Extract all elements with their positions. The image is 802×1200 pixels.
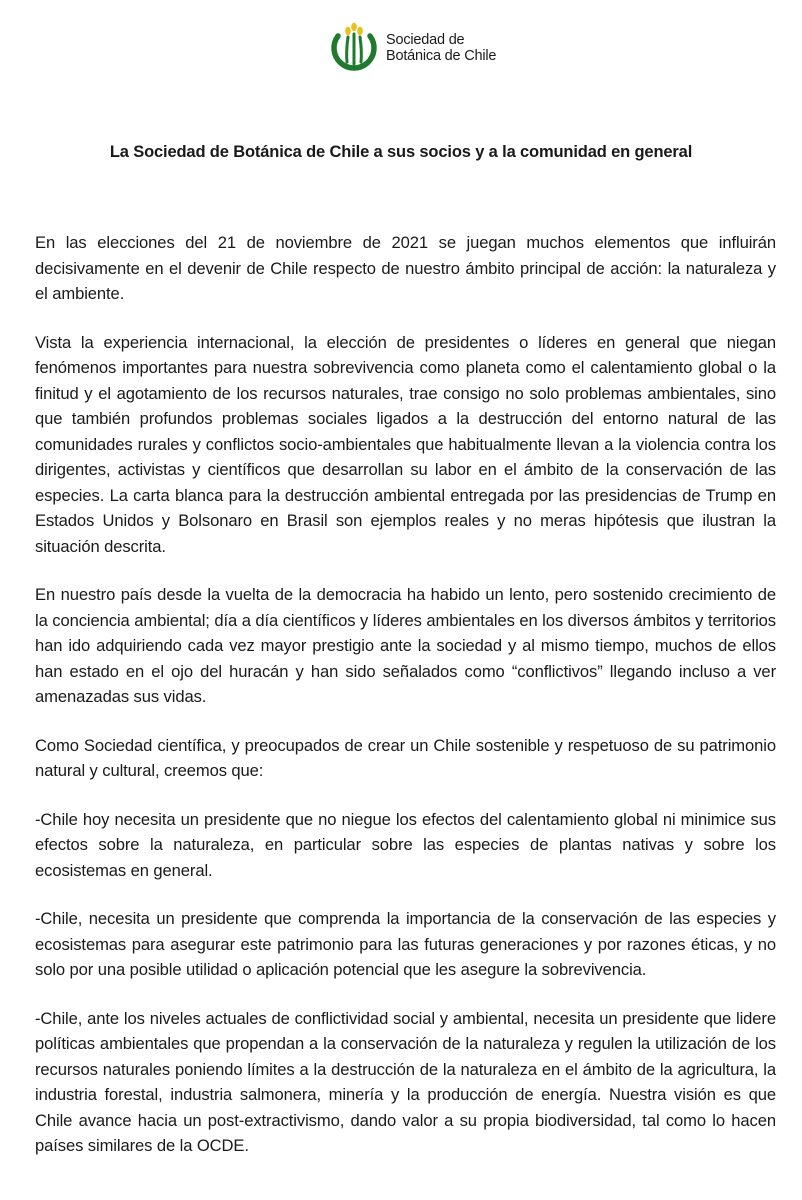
- paragraph: -Chile, necesita un presidente que comprenda la importancia de la conservación de las especies y ecosistemas para asegurar este patrimonio para las futuras generaciones y por razones éticas, y no solo por una posible utilidad o aplicación potencial que les asegure la sobrevivencia.: [35, 909, 776, 979]
- logo-wordmark: [386, 32, 496, 64]
- paragraph: En nuestro país desde la vuelta de la democracia ha habido un lento, pero sostenido crecimiento de la conciencia ambiental; día a día científicos y líderes ambientales en los diversos ámbitos y territorios han ido adquiriendo cada vez mayor prestigio ante la sociedad y al mismo tiempo, muchos de ellos han estado en el ojo del huracán y han sido señalados como “conflictivos” llegando incluso a ver amenazadas sus vidas.: [35, 585, 776, 706]
- paragraph: -Chile hoy necesita un presidente que no niegue los efectos del calentamiento global ni minimice sus efectos sobre la naturaleza, en particular sobre las especies de plantas nativas y sobre los ecosistemas en general.: [35, 809, 776, 880]
- paragraph: Como Sociedad científica, y preocupados de crear un Chile sostenible y respetuoso de su patrimonio natural y cultural, creemos que:: [35, 735, 776, 780]
- letter-title: La Sociedad de Botánica de Chile a sus socios y a la comunidad en general: [109, 143, 693, 161]
- leaf-emblem-icon: [328, 22, 380, 74]
- paragraph: -Chile, ante los niveles actuales de conflictividad social y ambiental, necesita un presidente que lidere políticas ambientales que propendan a la conservación de la naturaleza y regulen la utilización de los recursos naturales poniendo límites a la destrucción de la naturaleza en el ámbito de la agricultura, la industria forestal, industria salmonera, minería y la producción de energía. Nuestra visión es que Chile avance hacia un post-extractivismo, dando valor a su propia biodiversidad, tal como lo hacen países similares de la OCDE.: [35, 1008, 776, 1155]
- society-logo: [328, 20, 496, 76]
- paragraph: Vista la experiencia internacional, la elección de presidentes o líderes en general que niegan fenómenos importantes para nuestra sobrevivencia como planeta como el calentamiento global o la finitud y el agotamiento de los recursos naturales, trae consigo no solo problemas ambientales, sino que también profundos problemas sociales ligados a la destrucción del entorno natural de las comunidades rurales y conflictos socio-ambientales que habitualmente llevan a la violencia contra los dirigentes, activistas y científicos que desarrollan su labor en el ámbito de la conservación de las especies. La carta blanca para la destrucción ambiental entregada por las presidencias de Trump en Estados Unidos y Bolsonaro en Brasil son ejemplos reales y no meras hipótesis que ilustran la situación descrita.: [35, 332, 776, 556]
- logo-line-1: Sociedad de: [386, 32, 465, 48]
- letter-body: [35, 230, 776, 1182]
- paragraph: En las elecciones del 21 de noviembre de 2021 se juegan muchos elementos que influirán decisivamente en el devenir de Chile respecto de nuestro ámbito principal de acción: la naturaleza y el ambiente.: [35, 233, 776, 303]
- logo-line-2: Botánica de Chile: [386, 48, 497, 64]
